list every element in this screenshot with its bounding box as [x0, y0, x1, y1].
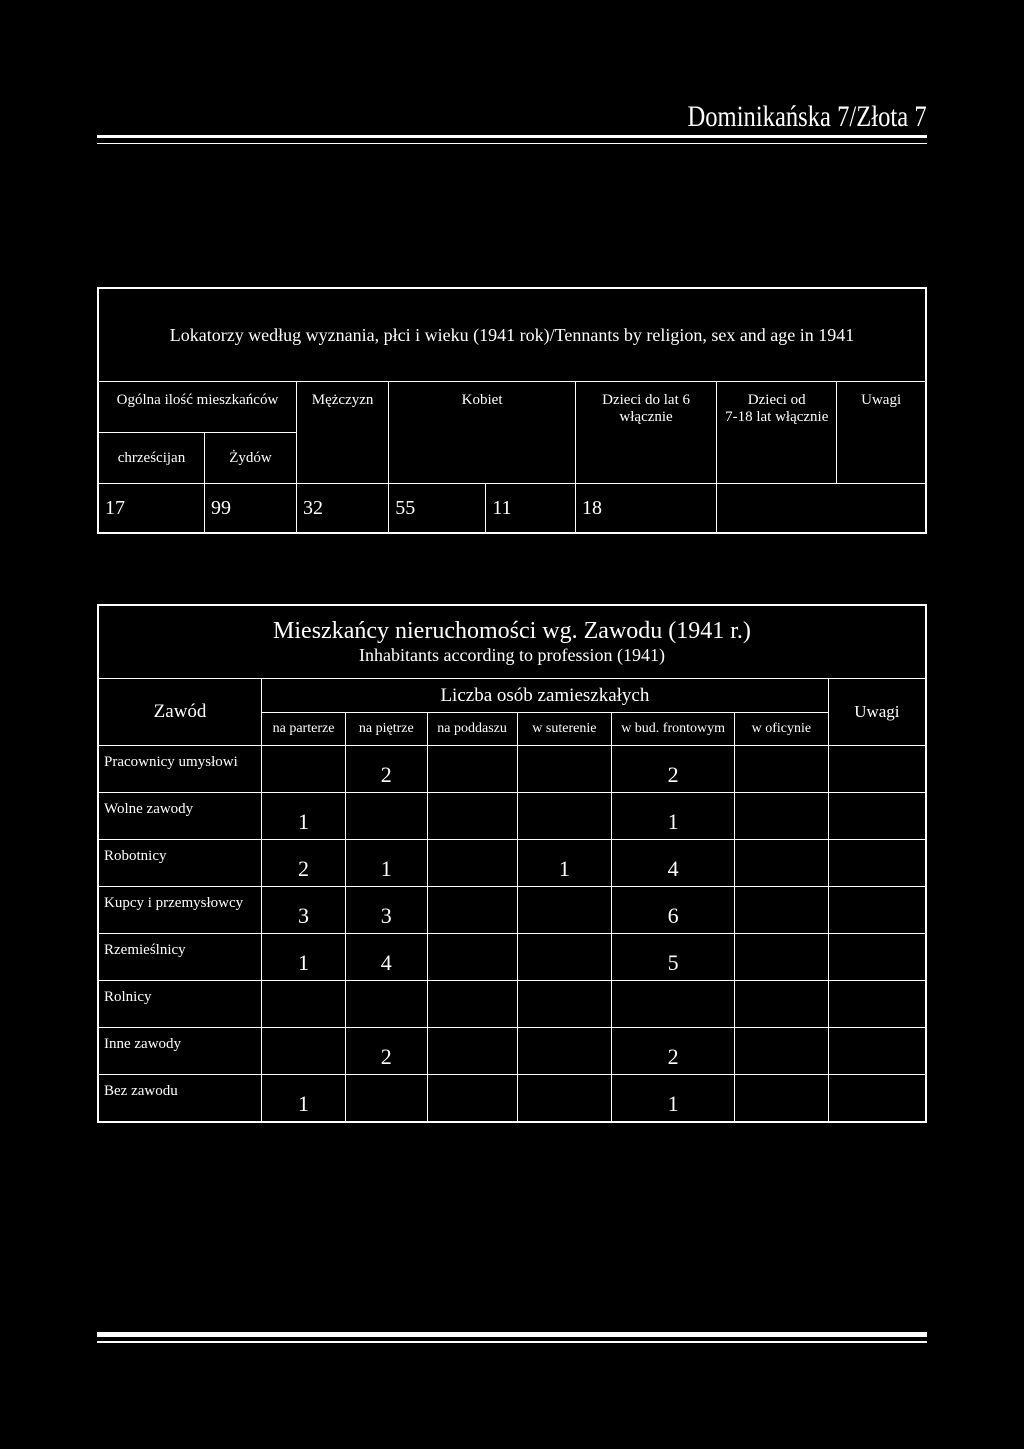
column-header: na poddaszu [427, 713, 517, 746]
column-header: na parterze [262, 713, 346, 746]
profession-label: Robotnicy [98, 840, 262, 887]
count-cell [734, 793, 828, 840]
count-cell [517, 1075, 612, 1123]
count-cell [262, 746, 346, 793]
remarks-cell [828, 934, 926, 981]
column-header: na piętrze [345, 713, 427, 746]
header-men: Mężczyzn [296, 382, 388, 484]
table-row [98, 1028, 926, 1075]
remarks-cell [828, 1028, 926, 1075]
count-cell: 4 [345, 934, 427, 981]
count-cell [427, 887, 517, 934]
count-cell: 1 [262, 793, 346, 840]
value-men: 32 [296, 484, 388, 534]
count-cell [734, 746, 828, 793]
header-children-6: Dzieci do lat 6 włącznie [575, 382, 716, 484]
table-row [98, 981, 926, 1028]
top-rule-thick [97, 135, 927, 138]
header-profession-remarks: Uwagi [828, 679, 926, 746]
count-cell [517, 887, 612, 934]
count-cell [734, 934, 828, 981]
count-cell: 3 [345, 887, 427, 934]
remarks-cell [828, 887, 926, 934]
profession-label: Pracownicy umysłowi [98, 746, 262, 793]
count-cell [262, 1028, 346, 1075]
count-cell [734, 981, 828, 1028]
count-cell [427, 746, 517, 793]
count-cell [345, 793, 427, 840]
count-cell: 1 [612, 1075, 735, 1123]
count-cell [427, 1075, 517, 1123]
count-cell [517, 1028, 612, 1075]
count-cell [734, 840, 828, 887]
profession-label: Bez zawodu [98, 1075, 262, 1123]
count-cell: 2 [345, 746, 427, 793]
profession-label: Inne zawody [98, 1028, 262, 1075]
count-cell [427, 840, 517, 887]
count-cell: 1 [517, 840, 612, 887]
remarks-cell [828, 793, 926, 840]
column-header: w bud. frontowym [612, 713, 735, 746]
header-jews: Żydów [204, 433, 296, 484]
age-religion-table [97, 287, 927, 534]
column-header: w oficynie [734, 713, 828, 746]
page-title: Dominikańska 7/Złota 7 [687, 100, 927, 133]
count-cell: 1 [262, 1075, 346, 1123]
profession-label: Rzemieślnicy [98, 934, 262, 981]
count-cell: 2 [262, 840, 346, 887]
count-cell: 2 [345, 1028, 427, 1075]
count-cell: 2 [612, 1028, 735, 1075]
count-cell: 3 [262, 887, 346, 934]
table-row [98, 793, 926, 840]
value-remarks [717, 484, 926, 534]
bottom-rule-thick [97, 1332, 927, 1337]
count-cell [427, 793, 517, 840]
count-cell: 4 [612, 840, 735, 887]
age-table-caption: Lokatorzy według wyznania, płci i wieku (1941 rok)/Tennants by religion, sex and age in 1941 [98, 288, 926, 382]
profession-label: Kupcy i przemysłowcy [98, 887, 262, 934]
count-cell [345, 981, 427, 1028]
remarks-cell [828, 746, 926, 793]
count-cell: 1 [612, 793, 735, 840]
count-cell [517, 746, 612, 793]
bottom-rule-thin [97, 1341, 927, 1343]
header-children-7-18-line1: Dzieci od [747, 392, 806, 408]
count-cell [734, 1028, 828, 1075]
header-resident-count: Liczba osób zamieszkałych [262, 679, 829, 713]
count-cell [427, 1028, 517, 1075]
value-children-7-18: 18 [575, 484, 716, 534]
count-cell [262, 981, 346, 1028]
value-christians: 17 [98, 484, 204, 534]
profession-label: Wolne zawody [98, 793, 262, 840]
table-row [98, 934, 926, 981]
header-women: Kobiet [389, 382, 576, 484]
table-row [98, 840, 926, 887]
header-total-residents: Ogólna ilość mieszkańców [98, 382, 296, 433]
count-cell: 1 [262, 934, 346, 981]
table-row [98, 1075, 926, 1123]
count-cell [427, 981, 517, 1028]
profession-title-pl: Mieszkańcy nieruchomości wg. Zawodu (1941 r.) [273, 618, 751, 644]
top-rule-thin [97, 143, 927, 144]
header-remarks: Uwagi [837, 382, 926, 484]
count-cell: 5 [612, 934, 735, 981]
count-cell [517, 981, 612, 1028]
count-cell [345, 1075, 427, 1123]
header-profession: Zawód [98, 679, 262, 746]
table-row [98, 887, 926, 934]
header-children-7-18-line2: 7-18 lat włącznie [725, 409, 829, 425]
profession-table-title [98, 605, 926, 679]
value-jews: 99 [204, 484, 296, 534]
count-cell [734, 1075, 828, 1123]
value-children-6: 11 [486, 484, 576, 534]
remarks-cell [828, 840, 926, 887]
count-cell: 6 [612, 887, 735, 934]
header-children-7-18 [717, 382, 837, 484]
remarks-cell [828, 1075, 926, 1123]
column-header: w suterenie [517, 713, 612, 746]
count-cell [612, 981, 735, 1028]
remarks-cell [828, 981, 926, 1028]
header-christians: chrześcijan [98, 433, 204, 484]
count-cell [734, 887, 828, 934]
count-cell [517, 934, 612, 981]
table-row [98, 746, 926, 793]
count-cell [517, 793, 612, 840]
count-cell: 2 [612, 746, 735, 793]
value-women: 55 [389, 484, 486, 534]
count-cell [427, 934, 517, 981]
profession-title-en: Inhabitants according to profession (1941) [359, 645, 665, 665]
count-cell: 1 [345, 840, 427, 887]
profession-table [97, 604, 927, 1123]
profession-label: Rolnicy [98, 981, 262, 1028]
